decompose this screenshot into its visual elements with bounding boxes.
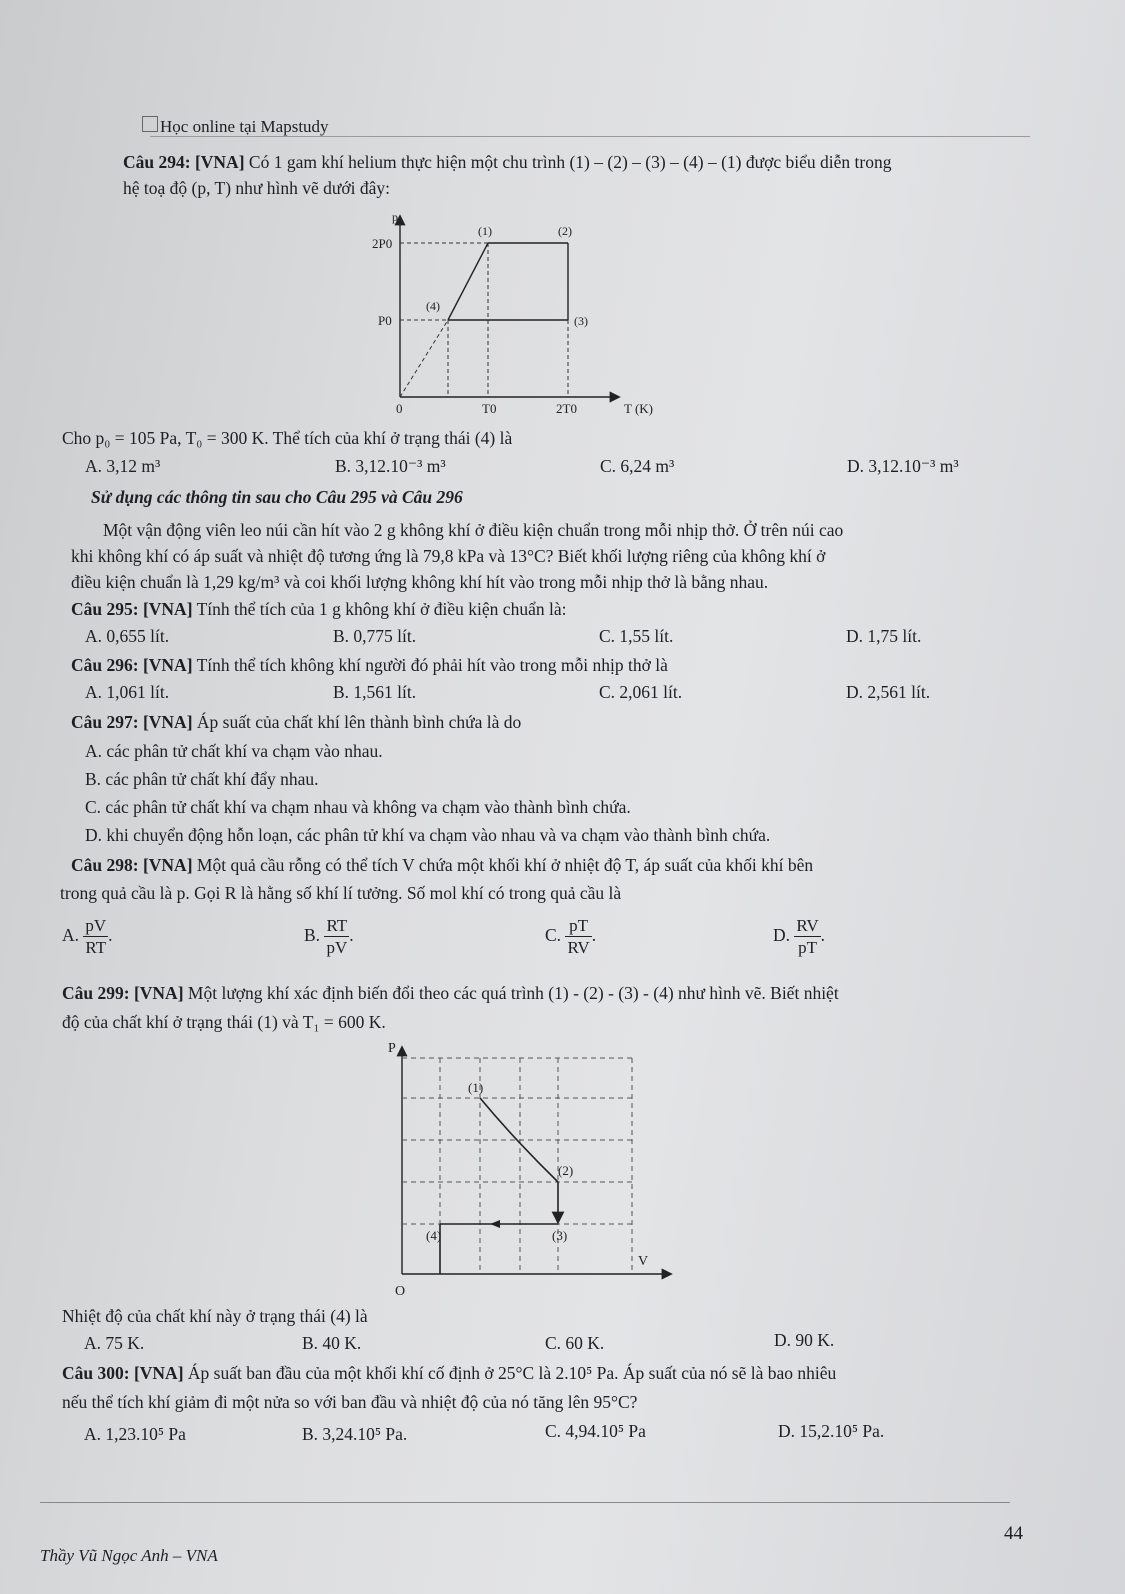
q298-d-den: pT (798, 938, 817, 958)
q295-option-b: B. 0,775 lít. (333, 626, 417, 646)
q294-given: Cho p₀ = 105 Pa, T₀ = 300 K. Thể tích của khí ở trạng thái (4) là (62, 428, 513, 448)
q294-option-d: D. 3,12.10⁻³ m³ (847, 456, 959, 476)
y-p0-label: P0 (378, 313, 392, 328)
state-2-label: (2) (558, 1163, 574, 1178)
q299-text: Một lượng khí xác định biến đổi theo các quá trình (1) - (2) - (3) - (4) như hình vẽ. Biết nhiệt (187, 983, 839, 1003)
q300-line1 (62, 1363, 836, 1385)
page-header: Học online tại Mapstudy (160, 117, 329, 136)
arrow-3-4 (490, 1220, 500, 1228)
q298-b-den: pV (326, 938, 348, 958)
mapstudy-logo (142, 116, 158, 132)
q296-option-d: D. 2,561 lít. (846, 682, 931, 702)
q298-a-den: RT (85, 938, 107, 958)
origin-label: 0 (396, 401, 403, 416)
q298-line2: trong quả cầu là p. Gọi R là hằng số khí lí tưởng. Số mol khí có trong quả cầu là (60, 883, 622, 903)
q298-d-fraction (794, 915, 820, 959)
state-1-label: (1) (468, 1080, 484, 1095)
q295-option-d: D. 1,75 lít. (846, 626, 922, 646)
q300-option-b: B. 3,24.10⁵ Pa. (302, 1424, 408, 1444)
q300-option-a: A. 1,23.10⁵ Pa (84, 1424, 186, 1444)
q298-line1 (71, 855, 813, 877)
state-4-label: (4) (426, 299, 440, 313)
q294-line2: hệ toạ độ (p, T) như hình vẽ dưới đây: (123, 178, 391, 198)
q298-a-num: pV (83, 915, 108, 937)
q300-option-c: C. 4,94.10⁵ Pa (545, 1421, 646, 1441)
q298-option-d: D. $\frac{RV}{pT}$ . (773, 916, 826, 958)
q294-option-c: C. 6,24 m³ (600, 456, 675, 476)
state-3-label: (3) (574, 314, 588, 328)
x-t0-label: T0 (482, 401, 497, 416)
q294-option-a: A. 3,12 m³ (85, 456, 161, 476)
q296-text: Tính thể tích không khí người đó phải hít vào trong mỗi nhịp thở là (196, 655, 668, 675)
origin-label: O (395, 1284, 406, 1299)
x-2t0-label: 2T0 (556, 401, 577, 416)
q295-option-a: A. 0,655 lít. (85, 626, 170, 646)
q299-option-d: D. 90 K. (774, 1330, 835, 1350)
q298-b-label: B. (304, 924, 321, 945)
q296-stem (71, 655, 668, 677)
q300-line2: nếu thể tích khí giảm đi một nửa so với ban đầu và nhiệt độ của nó tăng lên 95°C? (62, 1392, 638, 1412)
q294-text: Có 1 gam khí helium thực hiện một chu trình (1) – (2) – (3) – (4) – (1) được biểu diễn trong (248, 152, 892, 172)
q294-option-b: B. 3,12.10⁻³ m³ (335, 456, 446, 476)
shared-p3: điều kiện chuẩn là 1,29 kg/m³ và coi khối lượng không khí hít vào trong mỗi nhịp thở là bằng nhau. (71, 572, 769, 592)
q299-pv-graph (380, 1040, 680, 1300)
page-number: 44 (1004, 1523, 1023, 1544)
q297-option-c: C. các phân tử chất khí va chạm nhau và không va chạm vào thành bình chứa. (85, 797, 631, 817)
q294-line1 (123, 152, 891, 174)
q300-option-d: D. 15,2.10⁵ Pa. (778, 1421, 885, 1441)
q297-stem (71, 712, 521, 734)
q298-d-num: RV (794, 915, 820, 937)
q294-pt-graph (360, 205, 660, 420)
shared-heading: Sử dụng các thông tin sau cho Câu 295 và Câu 296 (91, 487, 463, 507)
q299-ask: Nhiệt độ của chất khí này ở trạng thái (4) là (62, 1306, 368, 1326)
q297-option-d: D. khi chuyển động hỗn loạn, các phân tử khí va chạm vào nhau và va chạm vào thành bình chứa. (85, 825, 771, 845)
footer-author: Thầy Vũ Ngọc Anh – VNA (40, 1546, 218, 1565)
q296-option-a: A. 1,061 lít. (85, 682, 170, 702)
q297-option-a: A. các phân tử chất khí va chạm vào nhau. (85, 741, 383, 761)
q297-option-b: B. các phân tử chất khí đẩy nhau. (85, 769, 319, 789)
state-1-label: (1) (478, 224, 492, 238)
q295-stem (71, 599, 566, 621)
q296-lead: Câu 296: [VNA] (71, 655, 193, 675)
q296-option-c: C. 2,061 lít. (599, 682, 683, 702)
q300-lead: Câu 300: [VNA] (62, 1363, 184, 1383)
q299-line1 (62, 983, 839, 1005)
q295-option-c: C. 1,55 lít. (599, 626, 674, 646)
q296-option-b: B. 1,561 lít. (333, 682, 417, 702)
q295-lead: Câu 295: [VNA] (71, 599, 193, 619)
q298-option-b: B. $\frac{RT}{pV}$ . (304, 916, 354, 958)
state-3-label: (3) (552, 1228, 568, 1243)
p-axis-label: P (388, 1041, 396, 1056)
p-axis-label: p (392, 210, 398, 224)
header-rule (150, 136, 1030, 137)
q298-a-label: A. (62, 924, 80, 945)
q298-lead: Câu 298: [VNA] (71, 855, 193, 875)
process-4-1 (448, 243, 488, 320)
t-axis-label: T (K) (624, 401, 654, 416)
q298-option-c: C. $\frac{pT}{RV}$ . (545, 916, 597, 958)
q299-lead: Câu 299: [VNA] (62, 983, 184, 1003)
q298-c-den: RV (567, 938, 590, 958)
q294-lead: Câu 294: [VNA] (123, 152, 245, 172)
state-4-label: (4) (426, 1228, 442, 1243)
q299-option-a: A. 75 K. (84, 1333, 145, 1353)
q298-text: Một quả cầu rỗng có thể tích V chứa một khối khí ở nhiệt độ T, áp suất của khối khí bên (196, 855, 814, 875)
q298-c-num: pT (565, 915, 591, 937)
state-2-label: (2) (558, 224, 572, 238)
q299-option-b: B. 40 K. (302, 1333, 362, 1353)
q298-b-fraction (324, 915, 349, 959)
q297-lead: Câu 297: [VNA] (71, 712, 193, 732)
q298-b-num: RT (324, 915, 349, 937)
q299-line2: độ của chất khí ở trạng thái (1) và T₁ = 600 K. (62, 1012, 386, 1032)
q300-text: Áp suất ban đầu của một khối khí cố định ở 25°C là 2.10⁵ Pa. Áp suất của nó sẽ là bao nhiêu (187, 1363, 837, 1383)
q298-c-label: C. (545, 924, 562, 945)
v-axis-label: V (638, 1254, 649, 1269)
shared-p1: Một vận động viên leo núi cần hít vào 2 g không khí ở điều kiện chuẩn trong mỗi nhịp thở. Ở trên núi cao (103, 520, 844, 540)
q298-d-label: D. (773, 924, 791, 945)
q298-option-a: A. $\frac{pV}{RT}$ . (62, 916, 113, 958)
q298-c-fraction (565, 915, 591, 959)
shared-p2: khi không khí có áp suất và nhiệt độ tương ứng là 79,8 kPa và 13°C? Biết khối lượng riêng của không khí ở (71, 546, 826, 566)
y-2p0-label: 2P0 (372, 236, 393, 251)
q297-text: Áp suất của chất khí lên thành bình chứa là do (196, 712, 522, 732)
q298-a-fraction (83, 915, 108, 959)
q295-text: Tính thể tích của 1 g không khí ở điều kiện chuẩn là: (196, 599, 567, 619)
q299-option-c: C. 60 K. (545, 1333, 605, 1353)
footer-rule (40, 1502, 1010, 1503)
guide-origin-line (400, 320, 448, 397)
